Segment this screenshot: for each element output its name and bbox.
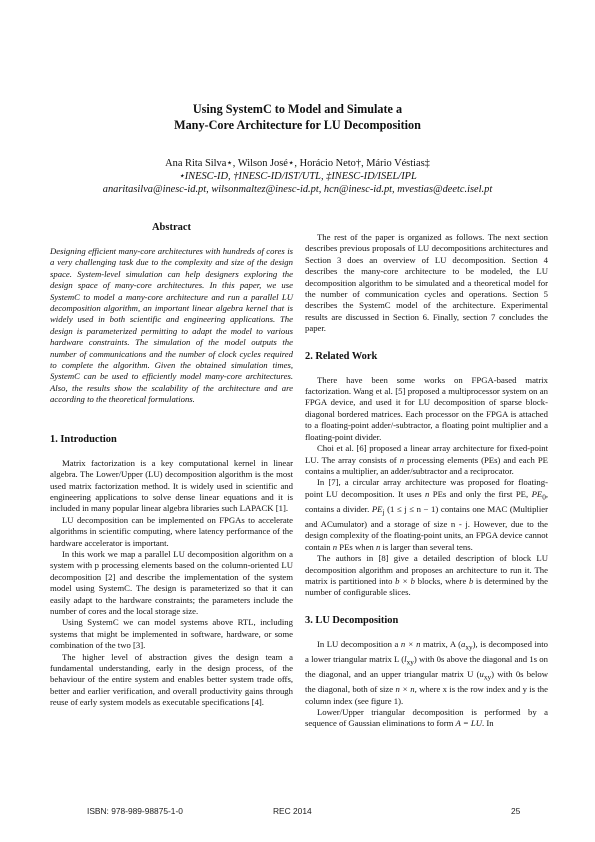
related-work-paragraph-1: There have been some works on FPGA-based matrix factorization. Wang et al. [5] proposed a multiprocessor system on an FPGA device, and used it for LU decomposition of sparse block-diagonal bordered matrices. Each processor on the FPGA is attached to a floating-point adder/-subtractor, a floating point multiplier and a floating-point divider.	[305, 374, 548, 442]
author-block	[0, 157, 595, 197]
intro-paragraph-5: The higher level of abstraction gives the design team a fundamental understanding, early in the design process, of the behaviour of the entire system and enables better system trade offs, better and earlier verification, and overall productivity gains through reuse of early system models as executable specifications [4].	[50, 651, 293, 708]
left-column	[50, 222, 293, 709]
paper-title	[0, 101, 595, 133]
intro-paragraph-1: Matrix factorization is a key computational kernel in linear algebra. The Lower/Upper (LU) decomposition algorithm is the most used matrix factorization method. It is widely used in scientific and engineering applications to solve dense linear equations and it is included in many popular linear algebra libraries such LAPACK [1].	[50, 457, 293, 514]
intro-paragraph-3: In this work we map a parallel LU decomposition algorithm on a system with p processing elements based on the column-oriented LU decomposition [2] and describe the implementation of the system model using SystemC. The design is parameterized so that it can easily adapt to the hardware constraints; the parameters include the number of cores and the local storage size.	[50, 548, 293, 616]
related-work-paragraph-4: The authors in [8] give a detailed description of block LU decomposition algorithm and proposes an architecture to run it. The matrix is partitioned into b × b blocks, where b is determined by the number of configurable slices.	[305, 553, 548, 598]
footer-page-number: 25	[511, 806, 521, 816]
title-line-2: Many-Core Architecture for LU Decomposition	[174, 118, 421, 132]
related-work-heading: 2. Related Work	[305, 350, 378, 362]
lu-heading: 3. LU Decomposition	[305, 614, 399, 626]
intro-paragraph-4: Using SystemC we can model systems above RTL, including systems that might be implemented in software, hardware, or some combination of the two [3].	[50, 617, 293, 651]
title-line-1: Using SystemC to Model and Simulate a	[192, 102, 403, 116]
organization-paragraph: The rest of the paper is organized as follows. The next section describes previous proposals of LU decompositions architectures and Section 3 does an overview of LU decomposition. Section 4 describes the many-core architecture to be modeled, the LU decomposition algorithm to be simulated and a theoretical model for the number of communication cycles and operations. Section 5 describes the SystemC model of the architecture. Experimental results are discussed in Section 6. Finally, section 7 concludes the paper.	[305, 232, 548, 334]
related-work-paragraph-3: In [7], a circular array architecture was proposed for floating-point LU decomposition. It uses n PEs and only the first PE, $PE_0$, contains a divider. $PE_j$ (1 ≤ j ≤ n − 1) contains one MAC (Multiplier and ACumulator) and a storage of size n - j. However, due to the design complexity of the floating-point units, an FPGA device cannot contain n PEs when n is larger than several tens.	[305, 477, 548, 552]
right-column	[305, 232, 548, 730]
abstract-heading: Abstract	[151, 222, 192, 233]
lu-paragraph-2: Lower/Upper triangular decomposition is performed by a sequence of Gaussian eliminations to form A = LU. In	[305, 707, 548, 729]
related-work-paragraph-2: Choi et al. [6] proposed a linear array architecture for fixed-point LU. The array consists of n processing elements (PEs) and each PE contains a multiplier, an adder/subtractor and a reciprocator.	[305, 443, 548, 476]
intro-heading: 1. Introduction	[50, 433, 117, 445]
author-emails: anaritasilva@inesc-id.pt, wilsonmaltez@inesc-id.pt, hcn@inesc-id.pt, mvestias@deetc.isel.pt	[102, 184, 493, 196]
intro-paragraph-2: LU decomposition can be implemented on FPGAs to accelerate algorithms in scientific computing, where latency performance of the hardware accelerator is important.	[50, 514, 293, 548]
author-affiliations: ⋆INESC-ID, †INESC-ID/IST/UTL, ‡INESC-ID/ISEL/IPL	[178, 171, 417, 183]
footer-isbn: ISBN: 978-989-98875-1-0	[87, 806, 183, 816]
lu-paragraph-1: In LU decomposition a n × n matrix, A $(a_{xy})$, is decomposed into a lower triangular matrix L $(l_{xy})$ with 0s above the diagonal and 1s on the diagonal, and an upper triangular matrix U $(u_{xy})$ with 0s below the diagonal, both of size n × n, where x is the row index and y is the column index (see figure 1).	[305, 638, 549, 706]
footer-conference: REC 2014	[273, 806, 312, 816]
author-names: Ana Rita Silva⋆, Wilson José⋆, Horácio Neto†, Mário Véstias‡	[165, 158, 430, 169]
abstract-text: Designing efficient many-core architectures with hundreds of cores is a very challenging task due to the complexity and size of the design space. System-level simulation can help designers exploring the design space of many-core architectures. In this paper, we use SystemC to model a many-core architecture and run a parallel LU decomposition algorithm, an important linear algebra kernel that is widely used in both scientific and engineering applications. The design is parameterized permitting to adapt the model to various hardware constraints. The simulation of the model outputs the number of communications and the number of clock cycles required to complete the algorithm. Given the obtained simulation times, SystemC can be used to efficiently model many-core architectures. Also, the results show the scalability of the architecture and are according to the theoretical formulations.	[50, 246, 293, 405]
